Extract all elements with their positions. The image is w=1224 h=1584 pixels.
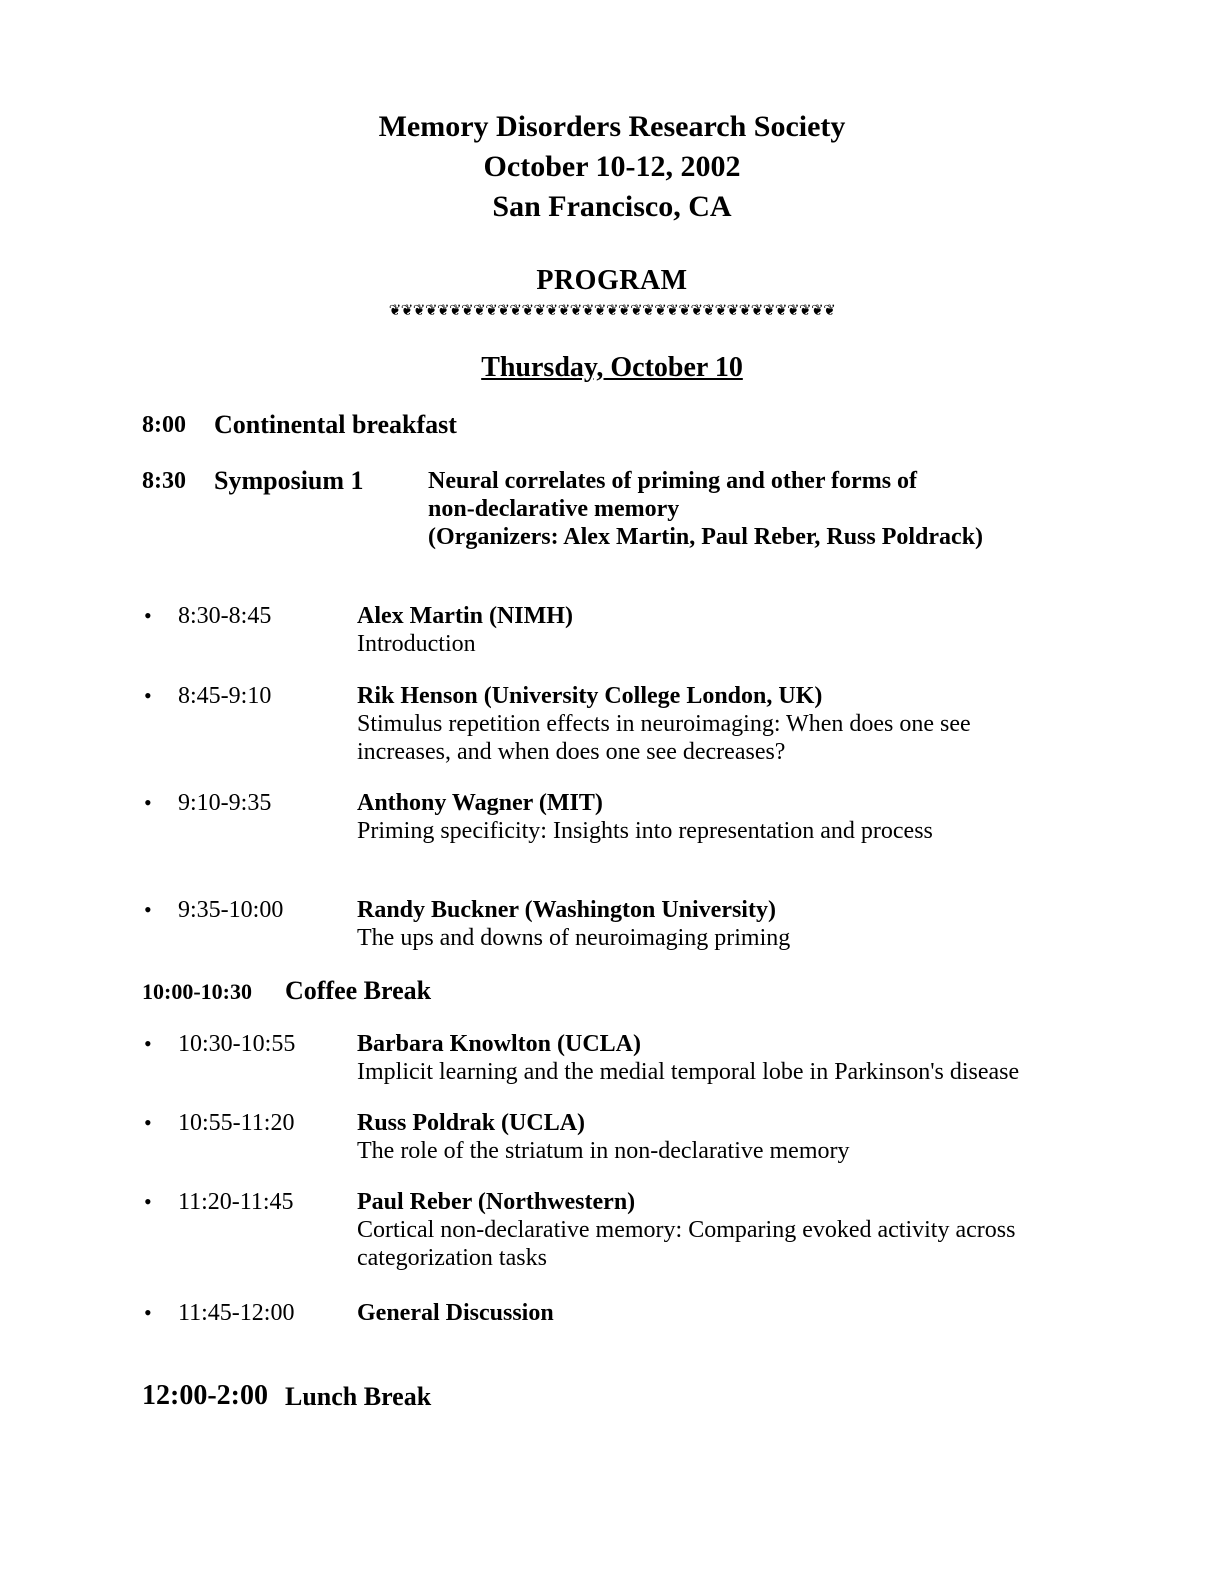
- lunch-break-label: Lunch Break: [285, 1382, 432, 1411]
- talk-speaker: Paul Reber (Northwestern): [357, 1189, 636, 1215]
- talk-title: Stimulus repetition effects in neuroimaging: When does one see increases, and when does one see decreases?: [357, 711, 971, 765]
- talk-time: 10:30-10:55: [178, 1031, 296, 1057]
- talk-speaker: Randy Buckner (Washington University): [357, 897, 776, 923]
- ornament-divider: ❦❦❦❦❦❦❦❦❦❦❦❦❦❦❦❦❦❦❦❦❦❦❦❦❦❦❦❦❦❦❦❦❦❦❦❦❦: [388, 303, 836, 319]
- conference-dates: October 10-12, 2002: [483, 150, 741, 183]
- document-header: [0, 107, 1224, 227]
- talk-speaker: Alex Martin (NIMH): [357, 603, 573, 629]
- talk-speaker: Barbara Knowlton (UCLA): [357, 1031, 642, 1057]
- talk-title: Priming specificity: Insights into representation and process: [357, 818, 933, 844]
- talk-title: The ups and downs of neuroimaging priming: [357, 925, 791, 951]
- bullet: •: [144, 1189, 152, 1214]
- bullet: •: [144, 897, 152, 922]
- bullet: •: [144, 790, 152, 815]
- coffee-break-label: Coffee Break: [285, 976, 432, 1005]
- talk-title: The role of the striatum in non-declarative memory: [357, 1138, 850, 1164]
- talk-time: 8:30-8:45: [178, 603, 272, 629]
- symposium-organizers: (Organizers: Alex Martin, Paul Reber, Russ Poldrack): [428, 524, 984, 550]
- program-title: PROGRAM: [536, 265, 688, 296]
- talk-speaker: General Discussion: [357, 1300, 554, 1326]
- talk-time: 11:45-12:00: [178, 1300, 295, 1326]
- breakfast-time: 8:00: [142, 412, 186, 438]
- talk-title: Implicit learning and the medial temporal lobe in Parkinson's disease: [357, 1059, 1020, 1085]
- bullet: •: [144, 683, 152, 708]
- talk-time: 9:35-10:00: [178, 897, 284, 923]
- breakfast-label: Continental breakfast: [214, 410, 457, 439]
- lunch-break-time: 12:00-2:00: [142, 1380, 268, 1411]
- society-name: Memory Disorders Research Society: [378, 110, 846, 143]
- talk-time: 8:45-9:10: [178, 683, 272, 709]
- talk-speaker: Rik Henson (University College London, UK): [357, 683, 823, 709]
- coffee-break-time: 10:00-10:30: [142, 979, 252, 1004]
- symposium-time: 8:30: [142, 468, 186, 494]
- bullet: •: [144, 1300, 152, 1325]
- bullet: •: [144, 1031, 152, 1056]
- symposium-title-line2: non-declarative memory: [428, 496, 680, 522]
- bullet: •: [144, 1110, 152, 1135]
- symposium-title-line1: Neural correlates of priming and other forms of: [428, 468, 918, 494]
- symposium-label: Symposium 1: [214, 466, 364, 495]
- talk-time: 9:10-9:35: [178, 790, 272, 816]
- talk-speaker: Anthony Wagner (MIT): [357, 790, 603, 816]
- talk-time: 11:20-11:45: [178, 1189, 294, 1215]
- talk-title: Cortical non-declarative memory: Comparing evoked activity across categorization tasks: [357, 1217, 1016, 1271]
- talk-time: 10:55-11:20: [178, 1110, 295, 1136]
- day-heading: Thursday, October 10: [481, 352, 743, 383]
- bullet: •: [144, 603, 152, 628]
- conference-location: San Francisco, CA: [492, 190, 732, 223]
- talk-speaker: Russ Poldrak (UCLA): [357, 1110, 586, 1136]
- talk-title: Introduction: [357, 631, 476, 657]
